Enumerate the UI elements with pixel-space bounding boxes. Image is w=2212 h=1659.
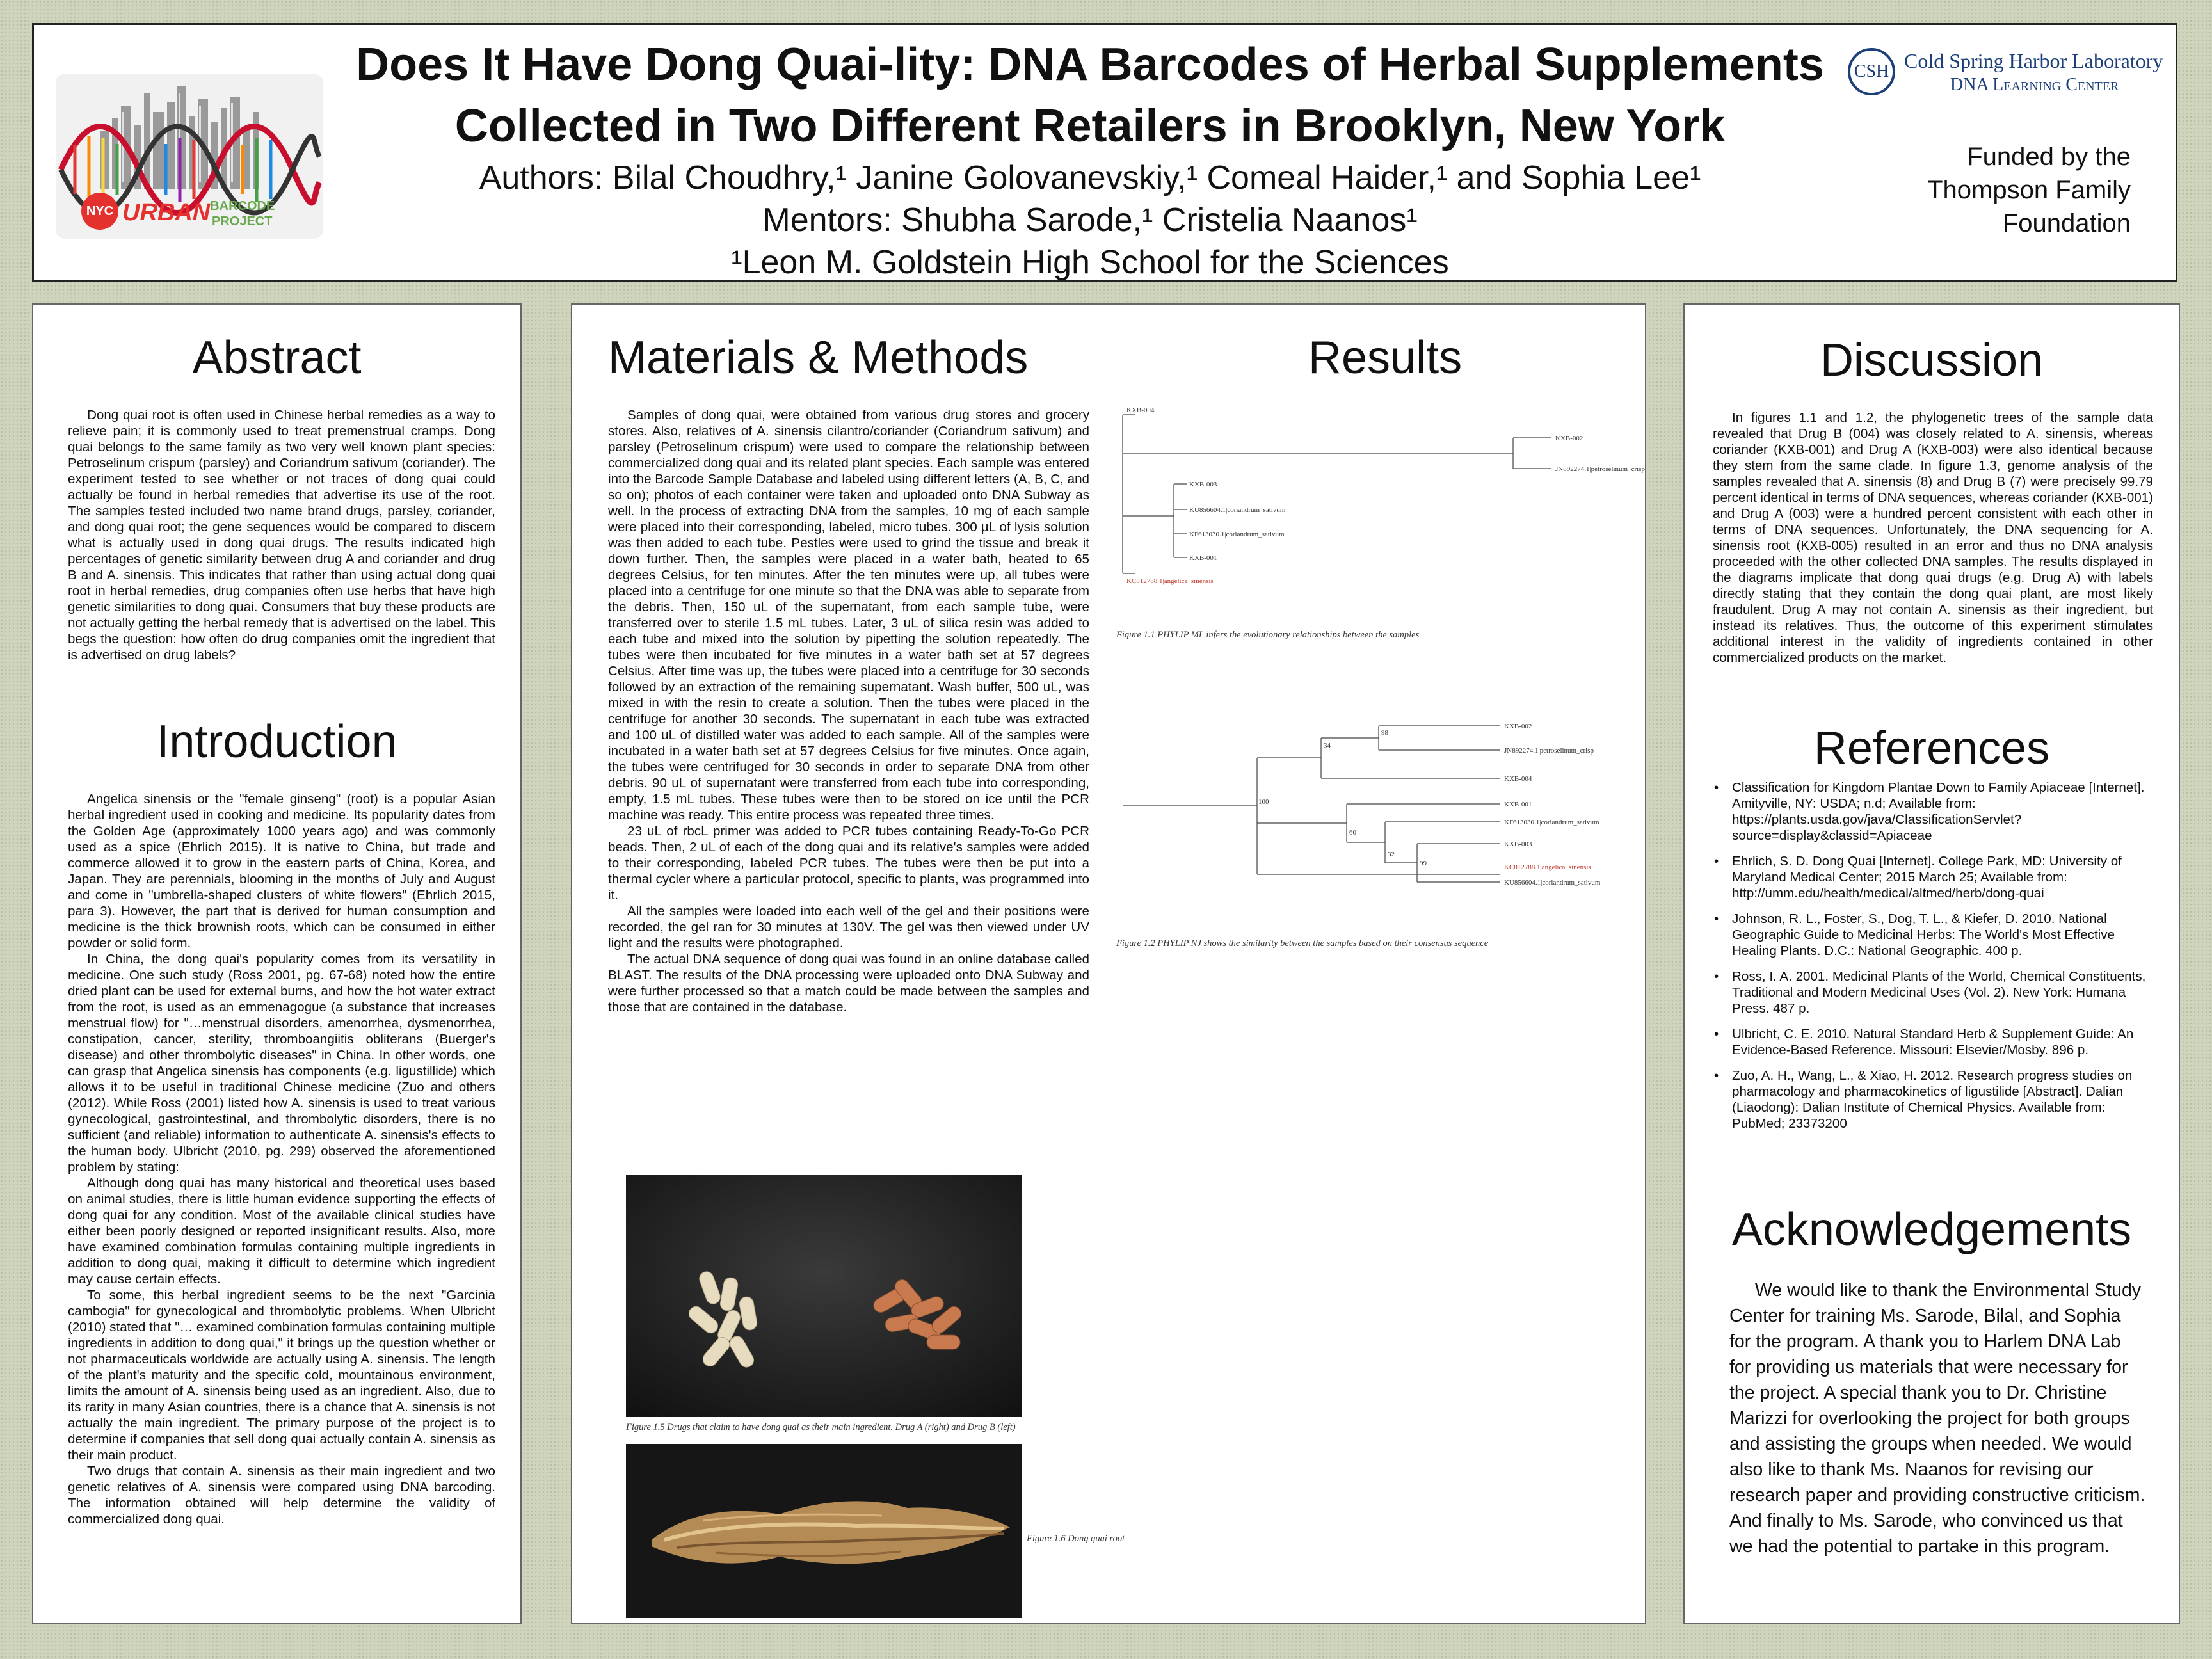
reference-item: • Johnson, R. L., Foster, S., Dog, T. L., & Kiefer, D. 2010. National Geographic Guide to Medicinal Herbs: The World's Most Effective Healing Plants. D.C.: National Geographic. 400 p. [1713, 911, 2154, 959]
logo-urban-text: URBAN [122, 199, 211, 226]
figure-1-6-caption: Figure 1.6 Dong quai root [1027, 1534, 1125, 1544]
poster-title-line2: Collected in Two Different Retailers in Brooklyn, New York [454, 100, 1726, 152]
mentors-line: Mentors: Shubha Sarode,¹ Cristelia Naanos¹ [762, 202, 1418, 239]
authors-line: Authors: Bilal Choudhry,¹ Janine Golovanevskiy,¹ Comeal Haider,¹ and Sophia Lee¹ [479, 159, 1701, 196]
tree2-label: KXB-002 [1504, 723, 1532, 730]
acknowledgements-heading: Acknowledgements [1731, 1204, 2132, 1255]
drug-capsules-photo [626, 1175, 1022, 1417]
phylip-ml-tree-figure [1116, 406, 1645, 599]
tree2-label: KF613030.1|coriandrum_sativum [1504, 819, 1599, 826]
tree1-label: JN892274.1|petroselinum_crisp [1555, 465, 1645, 473]
csh-dnalc: DNA Learning Center [1950, 75, 2119, 95]
csh-emblem-icon: CSH [1848, 48, 1895, 95]
tree2-label: JN892274.1|petroselinum_crisp [1504, 747, 1594, 755]
poster-header [32, 23, 2177, 282]
reference-item: • Classification for Kingdom Plantae Down to Family Apiaceae [Internet]. Amityville, NY: USDA; n.d; Available from: https://plants.usda.gov/java/ClassificationServlet?source=display&classid=Apiaceae [1713, 780, 2154, 844]
tree2-label: KXB-004 [1504, 775, 1532, 783]
methods-paragraph: The actual DNA sequence of dong quai was found in an online database called BLAST. The results of the DNA processing were uploaded onto DNA Subway and were further processed so that a match could be made between the samples and those that are contained in the database. [608, 952, 1089, 1014]
figure-1-2-caption: Figure 1.2 PHYLIP NJ shows the similarity between the samples based on their consensus sequence [1116, 938, 1489, 949]
csh-name: Cold Spring Harbor Laboratory [1904, 49, 2163, 72]
discussion-paragraph: In figures 1.1 and 1.2, the phylogenetic trees of the sample data revealed that Drug B (004) was closely related to A. sinensis, whereas coriander (KXB-001) and Drug A (KXB-003) were also identical because they stem from the same clade. In figure 1.3, genome analysis of the samples revealed that A. sinensis (8) and Drug B (7) were precisely 99.79 percent identical in terms of DNA sequences, whereas coriander (KXB-001) and Drug A (003) were a hundred percent consistent with each other in terms of DNA sequences. Unfortunately, the DNA sequencing for A. sinensis root (KXB-005) resulted in an error and thus no DNA analysis proceeded with the other collected DNA samples. The results displayed in the diagrams implicate that dong quai drugs (e.g. Drug A) with labels directly stating that they contain the dong quai plant, are most likely fraudulent. Drug A may not contain A. sinensis as their ingredient, but instead its relatives. Thus, the outcome of this experiment stimulates additional interest in the validity of ingredients contained in other commercialized products on the market. [1713, 410, 2153, 665]
introduction-body [68, 791, 495, 1527]
tree1-label: KXB-002 [1555, 435, 1583, 442]
discussion-body [1713, 410, 2153, 666]
introduction-paragraph: In China, the dong quai's popularity comes from its versatility in medicine. One such study (Ross 2001, pg. 67-68) noted how the entire dried plant can be used for external burns, and how the hot water extract from the root, is used as an emmenagogue (a substance that increases menstrual flow) for "…menstrual disorders, amenorrhea, dysmenorrhea, constipation, cancer, sterility, thromboangiitis obliterans (Buerger's disease) and other thrombolytic diseases" in China. In other words, one can grasp that Angelica sinensis has components (e.g. ligustillide) which allows it to be useful in traditional Chinese medicine (Zuo and others (2012). While Ross (2001) listed how A. sinensis is used to treat various gynecological, gastrointestinal, and thrombolytic disorders, there is no sufficient (and reliable) information to authenticate A. sinensis's effects to the human body. Ulbricht (2010, pg. 299) observed the aforementioned problem by stating: [68, 952, 495, 1174]
methods-paragraph: Samples of dong quai, were obtained from various drug stores and grocery stores. Also, relatives of A. sinensis cilantro/coriander (Coriandrum sativum) and parsley (Petroselinum crispum) were used to compare the relationship between commercialized dong quai and its related plant species. Each sample was entered into the Barcode Sample Database and labeled using different letters (A, B, C, and so on); photos of each container were taken and uploaded onto DNA Subway as well. In the process of extracting DNA from the samples, 10 mg of each sample were placed into their corresponding, labeled, micro tubes. 300 µL of lysis solution was then added to each tube. Pestles were used to grind the tissue and break it down further. Then, the samples were placed in a water bath, heated to 65 degrees Celsius, for ten minutes. After the ten minutes were up, all tubes were placed into a centrifuge for one minute so that the DNA was able to separate from the debris. Then, 150 uL of the supernatant, from each sample tube, were transferred over to sterile 1.5 mL tubes. Later, 3 uL of silica resin was added to each tube and mixed into the solution by pipetting the solution repeatedly. The tubes were then incubated for five minutes in a water bath set at 57 degrees Celsius. After time was up, the tubes were placed into a centrifuge for 30 seconds followed by an extraction of the remaining supernatant. Wash buffer, 500 uL, was mixed in with the resin to create a solution. Then the tubes were placed in the centrifuge for another 30 seconds. The supernatant in each tube was extracted and 100 uL of distilled water was added to each sample. All of the samples were incubated in a water bath set at 57 degrees Celsius for five minutes. Once again, the tubes were centrifuged for 30 seconds in order to separate DNA from other debris. 90 uL of supernatant were transferred from each tube into corresponding, empty, 1.5 mL tubes. These tubes were then to be stored on ice until the PCR machine was ready. This entire process was repeated three times. [608, 408, 1089, 822]
reference-item: • Ehrlich, S. D. Dong Quai [Internet]. College Park, MD: University of Maryland Medical Center; 2015 March 25; Available from: http://umm.edu/health/medical/altmed/herb/dong-quai [1713, 853, 2154, 901]
abstract-body [68, 407, 495, 663]
tree2-bootstrap: 99 [1420, 860, 1427, 867]
tree2-label: KXB-001 [1504, 801, 1532, 808]
reference-item: • Zuo, A. H., Wang, L., & Xiao, H. 2012. Research progress studies on pharmacology and pharmacokinetics of ligustilide [Abstract]. Dalian (Liaodong): Dalian Institute of Chemical Physics. Available from: PubMed; 23373200 [1713, 1068, 2154, 1132]
methods-heading: Materials & Methods [608, 332, 1029, 383]
affiliation-line: ¹Leon M. Goldstein High School for the Sciences [731, 244, 1449, 281]
introduction-paragraph: Angelica sinensis or the "female ginseng" (root) is a popular Asian herbal ingredient used in cooking and medicine. Its popularity dates from the Golden Age (approximately 1000 years ago) and was commonly used as a spice (Ehrlich 2015). It is native to China, but trade and commerce allowed it to grow in the eastern parts of China, Korea, and Japan. They are perennials, blooming in the months of July and August and come in "umbrella-shaped clusters of white flowers" (Ehrlich 2015, para 3). However, the part that is derived for human consumption and medicine is the thick brownish roots, which can be consumed in either powder or solid form. [68, 792, 495, 950]
introduction-quote: Although dong quai has many historical and theoretical uses based on animal studies, there is little human evidence supporting the effects of dong quai for any condition. Most of the available clinical studies have either been poorly designed or reported insignificant results. Also, more have examined combination formulas containing multiple ingredients in addition to dong quai, making it difficult to determine which ingredient may cause certain effects. [68, 1176, 495, 1286]
references-list [1713, 780, 2154, 1141]
poster-title-line1: Does It Have Dong Quai-lity: DNA Barcodes of Herbal Supplements [356, 39, 1824, 90]
tree2-label: KU856604.1|coriandrum_sativum [1504, 879, 1601, 886]
tree1-label: KXB-001 [1189, 554, 1217, 562]
csh-logo [1835, 39, 2168, 116]
discussion-heading: Discussion [1820, 335, 2044, 386]
dong-quai-root-photo [626, 1444, 1022, 1618]
reference-item: • Ulbricht, C. E. 2010. Natural Standard Herb & Supplement Guide: An Evidence-Based Reference. Missouri: Elsevier/Mosby. 896 p. [1713, 1026, 2154, 1058]
references-heading: References [1813, 723, 2050, 774]
results-heading: Results [1308, 332, 1463, 383]
right-column [1683, 303, 2180, 1624]
phylip-nj-tree-figure [1116, 709, 1615, 914]
tree2-bootstrap: 32 [1388, 851, 1395, 858]
introduction-paragraph: To some, this herbal ingredient seems to be the next "Garcinia cambogia" for gynecological and thrombolytic problems. When Ulbricht (2010) stated that "… examined combination formulas containing multiple ingredients in addition to dong quai," it brings up the question whether or not pharmaceuticals worldwide are actually using A. sinensis. The length of the plant's maturity and the specific cold, mountainous environment, limits the amount of A. sinensis being used as an ingredient. Also, due to its rarity in many Asian countries, there is a chance that A. sinensis is not actually the main ingredient. The primary purpose of the project is to determine if companies that sell dong quai actually contain A. sinensis as their main product. [68, 1288, 495, 1463]
left-column [32, 303, 522, 1624]
tree2-bootstrap: 60 [1349, 829, 1356, 837]
abstract-paragraph: Dong quai root is often used in Chinese herbal remedies as a way to relieve pain; it is commonly used to treat premenstrual cramps. Dong quai belongs to the same family as two very well known plant species: Petroselinum crispum (parsley) and Coriandrum sativum (coriander). The experiment tested to see whether or not traces of dong quai could actually be found in herbal remedies that advertise its use of the root. The samples tested included two name brand drugs, parsley, coriander, and dong quai root; the gene sequences would be compared to discern what is actually used in dong quai drugs. The results indicated high percentages of genetic similarity between drug A and coriander and drug B and A. sinensis. This indicates that rather than using actual dong quai root in herbal remedies, drug companies often use herbs that have high genetic similarities to dong quai. Consumers that buy these products are not actually getting the herbal remedy that is advertised on the label. This begs the question: how often do drug companies omit the ingredient that is advertised on drug labels? [68, 408, 495, 662]
figure-1-1-caption: Figure 1.1 PHYLIP ML infers the evolutionary relationships between the samples [1116, 630, 1420, 640]
tree2-bootstrap: 100 [1258, 798, 1269, 806]
tree1-label-highlight: KC812788.1|angelica_sinensis [1126, 577, 1214, 585]
urban-barcode-project-logo [56, 74, 323, 239]
funding-line: Thompson Family [1927, 176, 2131, 204]
funding-line: Foundation [2002, 209, 2131, 237]
methods-body [608, 407, 1089, 1015]
tree2-label-highlight: KC812788.1|angelica_sinensis [1504, 863, 1591, 871]
tree1-label: KXB-003 [1189, 481, 1217, 488]
introduction-paragraph: Two drugs that contain A. sinensis as their main ingredient and two genetic relatives of A. sinensis were compared using DNA barcoding. The information obtained will help determine the validity of commercialized dong quai. [68, 1464, 495, 1527]
methods-paragraph: All the samples were loaded into each well of the gel and their positions were recorded, the gel ran for 30 minutes at 130V. The gel was then viewed under UV light and the results were photographed. [608, 904, 1089, 950]
methods-paragraph: 23 uL of rbcL primer was added to PCR tubes containing Ready-To-Go PCR beads. Then, 2 uL of each of the dong quai and its relative's samples were added to their corresponding, labeled PCR tubes. The tubes were then be put into a thermal cycler where a particular protocol, specific to plants, was programmed into it. [608, 824, 1089, 902]
tree1-label: KXB-004 [1126, 406, 1155, 414]
introduction-heading: Introduction [156, 716, 397, 767]
tree2-bootstrap: 98 [1381, 729, 1388, 737]
title-block [335, 34, 1845, 284]
middle-column [571, 303, 1646, 1624]
logo-nyc-badge: NYC [81, 193, 118, 230]
acknowledgements-paragraph: We would like to thank the Environmental Study Center for training Ms. Sarode, Bilal, and Sophia for the program. A thank you to Harlem DNA Lab for providing us materials that were necessary for the project. A special thank you to Dr. Christine Marizzi for overlooking the project for both groups and assisting the groups when needed. We would also like to thank Ms. Naanos for revising our research paper and providing constructive criticism. And finally to Ms. Sarode, who convinced us that we had the potential to partake in this program. [1729, 1280, 2145, 1557]
logo-project-text: PROJECT [212, 214, 273, 228]
reference-item: • Ross, I. A. 2001. Medicinal Plants of the World, Chemical Constituents, Traditional and Modern Medicinal Uses (Vol. 2). New York: Humana Press. 487 p. [1713, 968, 2154, 1016]
logo-barcode-text: BARCODE [210, 199, 275, 213]
tree1-label: KF613030.1|coriandrum_sativum [1189, 531, 1285, 538]
abstract-heading: Abstract [192, 332, 362, 383]
tree2-label: KXB-003 [1504, 840, 1532, 848]
acknowledgements-body [1729, 1278, 2145, 1559]
figure-1-5-caption: Figure 1.5 Drugs that claim to have dong quai as their main ingredient. Drug A (right) and Drug B (left) [626, 1422, 1016, 1432]
funding-line: Funded by the [1967, 143, 2131, 171]
tree2-bootstrap: 34 [1324, 742, 1331, 749]
funding-note [1862, 140, 2131, 240]
tree1-label: KU856604.1|coriandrum_sativum [1189, 506, 1286, 514]
